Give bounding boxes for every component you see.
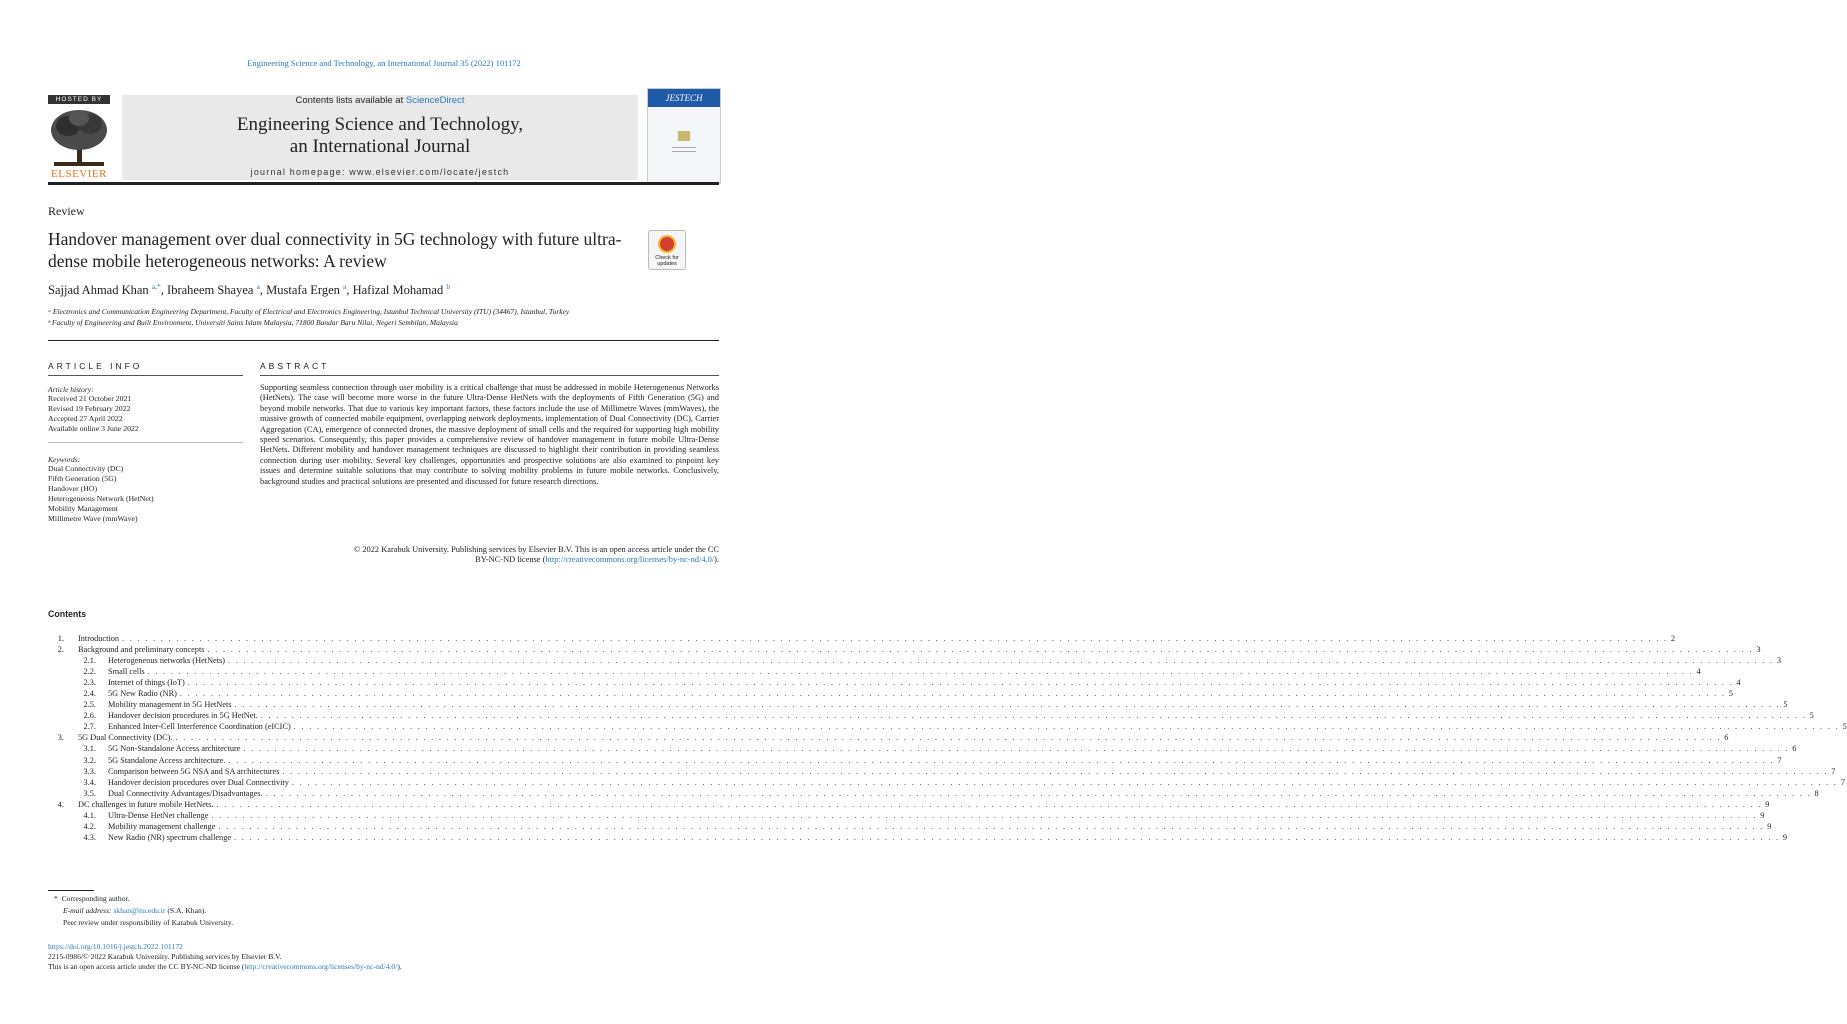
license-suffix: ). [714, 555, 719, 565]
toc-entry-title: New Radio (NR) spectrum challenge [108, 832, 232, 842]
toc-page-number: 6 [1792, 744, 1797, 754]
toc-entry[interactable] [48, 755, 1782, 766]
article-history [48, 385, 243, 434]
toc-page-number: 9 [1782, 832, 1788, 842]
toc-entry-number: 3.3. [83, 766, 96, 776]
journal-cover-thumbnail[interactable] [647, 88, 721, 184]
toc-entry-number: 4.1. [83, 810, 96, 820]
toc-entry-body [108, 810, 1765, 821]
keyword-item: Mobility Management [48, 504, 118, 513]
toc-page-number: 3 [1776, 656, 1782, 666]
toc-page-number: 5 [1809, 711, 1814, 721]
email-link[interactable]: skhan@itu.edu.tr [113, 906, 166, 915]
author-affiliation-marker[interactable]: a [256, 282, 260, 291]
toc-entry[interactable] [48, 821, 1772, 832]
toc-leader-dots: . . . . . . . . . . . . . . . . . . . . . . . . . . . . . . . . . . . . . . . . . . . . . . . . . . . . . . . . . . . . . . . . . . . . . . . . . . . . . . . . . . . . . . . . . . . . . . . . . . . . . . . . . . . . . . . . . . . . . . . . . . . . . . . . . . . . . . . . . . . . . . . . . . . . . . . . . . . . . . . . . . . . . . . . . . . . . . . . . . . . . . . . . . . . . . . . . . . . . . . . [234, 832, 1780, 842]
author-affiliation-marker[interactable]: a [343, 282, 347, 291]
sciencedirect-link[interactable]: ScienceDirect [405, 95, 465, 106]
toc-entry-body [108, 710, 1814, 721]
toc-entry-body [78, 633, 1675, 644]
toc-entry-title: Introduction [78, 634, 120, 643]
abstract-text: Supporting seamless connection through user mobility is a critical challenge that must be addressed in mobile Heterogeneous Networks (HetNets). The case will become more worse in the future Ultra-Dense HetNets with the deployments of Fifth Generation (5G) and beyond mobile networks. That due to various key important factors, these factors include the use of Millimetre Waves (mmWaves), the massive growth of connected mobile equipment, overlapping network deployments, implementation of Dual Connectivity (DC), Carrier Aggregation (CA), emergence of connected drones, the massive deployment of small cells and the required for supporting high mobility speed scenarios. Consequently, this paper provides a comprehensive review of handover management in future mobile Ultra-Dense HetNets. Different mobility and handover management techniques are discussed to highlight their contribution in providing seamless connection during user mobility. Several key challenges, opportunities and prospective solutions are also examined to pinpoint key issues and determine suitable solutions that may contribute to solving mobility problems in future mobile networks. Conclusively, background studies and practical solutions are presented and discussed for future research directions. [260, 383, 719, 486]
toc-leader-dots: . . . . . . . . . . . . . . . . . . . . . . . . . . . . . . . . . . . . . . . . . . . . . . . . . . . . . . . . . . . . . . . . . . . . . . . . . . . . . . . . . . . . . . . . . . . . . . . . . . . . . . . . . . . . . . . . . . . . . . . . . . . . . . . . . . . . . . . . . . . . . . . . . . . . . . . . . . . . . . . . . . . . . . . . . . . . . . . . . . . . . . . . . . . . . . . . . . . . . . . . [282, 766, 1829, 776]
toc-entry[interactable] [48, 766, 1836, 777]
author-name[interactable]: Ibraheem Shayea [167, 283, 254, 298]
toc-entry-title: Heterogeneous networks (HetNets) [108, 656, 226, 666]
toc-entry[interactable] [48, 788, 1819, 799]
check-updates-icon [658, 235, 676, 253]
author-name[interactable]: Hafizal Mohamad [352, 283, 444, 298]
journal-title-line2: an International Journal [289, 136, 471, 157]
toc-page-number: 9 [1760, 810, 1765, 820]
toc-entry-title: Handover decision procedures in 5G HetNet. [108, 711, 258, 721]
hosted-by-label: HOSTED BY [48, 95, 110, 104]
toc-entry-body [108, 766, 1836, 777]
toc-entry-title: 5G New Radio (NR) [108, 689, 177, 699]
toc-entry-title: Handover decision procedures over Dual Connectivity [108, 777, 289, 787]
toc-entry-body [108, 777, 1845, 788]
oa-prefix: This is an open access article under the CC BY-NC-ND license ( [48, 962, 245, 971]
contents-available [122, 95, 638, 106]
toc-leader-dots: . . . . . . . . . . . . . . . . . . . . . . . . . . . . . . . . . . . . . . . . . . . . . . . . . . . . . . . . . . . . . . . . . . . . . . . . . . . . . . . . . . . . . . . . . . . . . . . . . . . . . . . . . . . . . . . . . . . . . . . . . . . . . . . . . . . . . . . . . . . . . . . . . . . . . . . . . . . . . . . . . . . . . . . . . . . . . . . . . . . . . . . . . . . . . . . . . . . . . . . . [218, 821, 1765, 831]
toc-entry-number: 2.2. [83, 667, 96, 677]
toc-leader-dots: . . . . . . . . . . . . . . . . . . . . . . . . . . . . . . . . . . . . . . . . . . . . . . . . . . . . . . . . . . . . . . . . . . . . . . . . . . . . . . . . . . . . . . . . . . . . . . . . . . . . . . . . . . . . . . . . . . . . . . . . . . . . . . . . . . . . . . . . . . . . . . . . . . . . . . . . . . . . . . . . . . . . . . . . . . . . . . . . . . . . . . . . . . . . . . . . . . . . . . . . [122, 634, 1668, 643]
journal-title-line1: Engineering Science and Technology, [236, 114, 524, 135]
corresponding-author-note [48, 894, 130, 904]
toc-page-number: 4 [1736, 678, 1741, 688]
check-updates-label: Check for updates [655, 255, 679, 267]
toc-entry-title: 5G Standalone Access architecture. [108, 755, 226, 765]
toc-entry-title: Ultra-Dense HetNet challenge [108, 810, 209, 820]
footer-block [48, 942, 402, 972]
toc-page-number: 7 [1831, 766, 1836, 776]
author-name[interactable]: Sajjad Ahmad Khan [48, 283, 149, 298]
homepage-prefix: journal homepage: [250, 167, 350, 177]
footnote-rule [48, 890, 94, 891]
toc-entry-title: 5G Non-Standalone Access architecture [108, 744, 241, 754]
toc-leader-dots: . . . . . . . . . . . . . . . . . . . . . . . . . . . . . . . . . . . . . . . . . . . . . . . . . . . . . . . . . . . . . . . . . . . . . . . . . . . . . . . . . . . . . . . . . . . . . . . . . . . . . . . . . . . . . . . . . . . . . . . . . . . . . . . . . . . . . . . . . . . . . . . . . . . . . . . . . . . . . . . . . . . . . . . . . . . . . . . . . . . . . . . . . . . . . . . . . . . . . . . . [147, 667, 1694, 677]
header-rule [48, 182, 719, 185]
toc-page-number: 6 [1724, 733, 1729, 743]
toc-page-number: 9 [1765, 799, 1770, 809]
toc-leader-dots: . . . . . . . . . . . . . . . . . . . . . . . . . . . . . . . . . . . . . . . . . . . . . . . . . . . . . . . . . . . . . . . . . . . . . . . . . . . . . . . . . . . . . . . . . . . . . . . . . . . . . . . . . . . . . . . . . . . . . . . . . . . . . . . . . . . . . . . . . . . . . . . . . . . . . . . . . . . . . . . . . . . . . . . . . . . . . . . . . . . . . . . . . . . . . . . . . . . . . . . . [291, 777, 1838, 787]
toc-entry-title: Background and preliminary concepts [78, 645, 205, 655]
history-accepted: Accepted 27 April 2022 [48, 414, 123, 423]
toc-entry-body [108, 788, 1819, 799]
toc-page-number: 3 [1756, 645, 1761, 655]
abstract-copyright [260, 545, 719, 566]
journal-reference[interactable]: Engineering Science and Technology, an International Journal 35 (2022) 101172 [247, 58, 521, 68]
toc-entry-title: Small cells [108, 667, 145, 677]
oa-license-link[interactable]: http://creativecommons.org/licenses/by-nc-nd/4.0/ [244, 962, 398, 971]
toc-entry[interactable] [48, 688, 1733, 699]
article-type: Review [48, 204, 85, 218]
author-separator: , [346, 283, 353, 298]
toc-entry-number: 2.7. [83, 722, 96, 732]
toc-page-number: 8 [1814, 788, 1819, 798]
toc-leader-dots: . . . . . . . . . . . . . . . . . . . . . . . . . . . . . . . . . . . . . . . . . . . . . . . . . . . . . . . . . . . . . . . . . . . . . . . . . . . . . . . . . . . . . . . . . . . . . . . . . . . . . . . . . . . . . . . . . . . . . . . . . . . . . . . . . . . . . . . . . . . . . . . . . . . . . . . . . . . . . . . . . . . . . . . . . . . . . . . . . . . . . . . . . . . . . . . . . . . . . . . . [260, 711, 1807, 721]
toc-entry-number: 3.4. [83, 777, 96, 787]
article-title: Handover management over dual connectivity in 5G technology with future ultra-dense mobile heterogeneous networks: A review [48, 229, 622, 271]
issn-line: 2215-0986/© 2022 Karabuk University. Publishing services by Elsevier B.V. [48, 952, 282, 961]
toc-page-number: 9 [1767, 821, 1772, 831]
toc-entry-number: 1. [57, 634, 64, 643]
toc-entry[interactable] [48, 810, 1765, 821]
email-suffix: (S.A. Khan). [165, 906, 207, 915]
license-link[interactable]: http://creativecommons.org/licenses/by-nc-nd/4.0/ [545, 555, 715, 565]
toc-entry-title: Enhanced Inter-Cell Interference Coordination (eICIC) [108, 722, 291, 732]
toc-entry-number: 2. [57, 645, 64, 655]
toc-entry[interactable] [48, 721, 1847, 732]
toc-entry[interactable] [48, 799, 1770, 810]
toc-page-number: 4 [1696, 667, 1701, 677]
toc-entry[interactable] [48, 732, 1729, 743]
toc-leader-dots: . . . . . . . . . . . . . . . . . . . . . . . . . . . . . . . . . . . . . . . . . . . . . . . . . . . . . . . . . . . . . . . . . . . . . . . . . . . . . . . . . . . . . . . . . . . . . . . . . . . . . . . . . . . . . . . . . . . . . . . . . . . . . . . . . . . . . . . . . . . . . . . . . . . . . . . . . . . . . . . . . . . . . . . . . . . . . . . . . . . . . . . . . . . . . . . . . . . . . . . . [243, 744, 1790, 754]
affiliation-b: ᵇ Faculty of Engineering and Built Environment, Universiti Sains Islam Malaysia, 71800 Bandar Baru Nilai, Negeri Sembilan, Malaysia [48, 318, 458, 327]
toc-entry-title: Internet of things (IoT) [108, 678, 185, 688]
toc-entry[interactable] [48, 677, 1741, 688]
open-access-line [48, 962, 402, 972]
elsevier-logo-text: ELSEVIER [51, 168, 107, 180]
toc-entry-title: DC challenges in future mobile HetNets. [78, 799, 214, 809]
history-label: Article history: [48, 385, 94, 394]
history-revised: Revised 19 February 2022 [48, 404, 131, 413]
peer-review-note: Peer review under responsibility of Karabuk University. [63, 918, 234, 927]
toc-entry[interactable] [48, 710, 1814, 721]
toc-entry[interactable] [48, 655, 1782, 666]
keyword-item: Heterogeneous Network (HetNet) [48, 494, 154, 503]
journal-title [122, 114, 638, 158]
toc-entry-number: 2.1. [83, 656, 96, 666]
toc-leader-dots: . . . . . . . . . . . . . . . . . . . . . . . . . . . . . . . . . . . . . . . . . . . . . . . . . . . . . . . . . . . . . . . . . . . . . . . . . . . . . . . . . . . . . . . . . . . . . . . . . . . . . . . . . . . . . . . . . . . . . . . . . . . . . . . . . . . . . . . . . . . . . . . . . . . . . . . . . . . . . . . . . . . . . . . . . . . . . . . . . . . . . . . . . . . . . . . . . . . . . . . . [207, 645, 1754, 655]
toc-page-number: 5 [1842, 722, 1847, 732]
homepage-link[interactable]: www.elsevier.com/locate/jestch [349, 167, 510, 177]
toc-entry-body [108, 721, 1847, 732]
toc-leader-dots: . . . . . . . . . . . . . . . . . . . . . . . . . . . . . . . . . . . . . . . . . . . . . . . . . . . . . . . . . . . . . . . . . . . . . . . . . . . . . . . . . . . . . . . . . . . . . . . . . . . . . . . . . . . . . . . . . . . . . . . . . . . . . . . . . . . . . . . . . . . . . . . . . . . . . . . . . . . . . . . . . . . . . . . . . . . . . . . . . . . . . . . . . . . . . . . . . . . . . . . . [179, 689, 1726, 699]
affiliation-a: ᵃ Electronics and Communication Engineering Department, Faculty of Electrical and Electronics Engineering, Istanbul Technical University (ITU) (34467), Istanbul, Turkey [48, 307, 570, 316]
toc-entry[interactable] [48, 832, 1788, 843]
toc-page-number: 5 [1783, 700, 1788, 710]
toc-leader-dots: . . . . . . . . . . . . . . . . . . . . . . . . . . . . . . . . . . . . . . . . . . . . . . . . . . . . . . . . . . . . . . . . . . . . . . . . . . . . . . . . . . . . . . . . . . . . . . . . . . . . . . . . . . . . . . . . . . . . . . . . . . . . . . . . . . . . . . . . . . . . . . . . . . . . . . . . . . . . . . . . . . . . . . . . . . . . . . . . . . . . . . . . . . . . . . . . . . . . . . . . [216, 799, 1763, 809]
keyword-item: Millimetre Wave (mmWave) [48, 514, 138, 523]
copyright-line1: © 2022 Karabuk University. Publishing services by Elsevier B.V. This is an open access article under the CC [353, 545, 719, 554]
toc-page-number: 7 [1777, 755, 1782, 765]
keywords-rule [48, 442, 243, 443]
toc-entry-title: Mobility management in 5G HetNets [108, 700, 232, 710]
author-separator: , [160, 283, 168, 298]
author-affiliation-marker[interactable]: b [446, 282, 451, 291]
toc-entry-body [78, 732, 1729, 743]
check-for-updates-badge[interactable] [648, 230, 686, 270]
toc-entry-body [108, 832, 1788, 843]
author-name[interactable]: Mustafa Ergen [266, 283, 340, 298]
cover-emblem [678, 131, 690, 141]
toc-leader-dots: . . . . . . . . . . . . . . . . . . . . . . . . . . . . . . . . . . . . . . . . . . . . . . . . . . . . . . . . . . . . . . . . . . . . . . . . . . . . . . . . . . . . . . . . . . . . . . . . . . . . . . . . . . . . . . . . . . . . . . . . . . . . . . . . . . . . . . . . . . . . . . . . . . . . . . . . . . . . . . . . . . . . . . . . . . . . . . . . . . . . . . . . . . . . . . . . . . . . . . . . [228, 755, 1775, 765]
toc-entry-number: 3.2. [83, 755, 96, 765]
email-note [63, 906, 206, 916]
keywords-block [48, 455, 243, 524]
toc-entry-title: Comparison between 5G NSA and SA architectures [108, 766, 280, 776]
toc-leader-dots: . . . . . . . . . . . . . . . . . . . . . . . . . . . . . . . . . . . . . . . . . . . . . . . . . . . . . . . . . . . . . . . . . . . . . . . . . . . . . . . . . . . . . . . . . . . . . . . . . . . . . . . . . . . . . . . . . . . . . . . . . . . . . . . . . . . . . . . . . . . . . . . . . . . . . . . . . . . . . . . . . . . . . . . . . . . . . . . . . . . . . . . . . . . . . . . . . . . . . . . . [265, 788, 1812, 798]
toc-leader-dots: . . . . . . . . . . . . . . . . . . . . . . . . . . . . . . . . . . . . . . . . . . . . . . . . . . . . . . . . . . . . . . . . . . . . . . . . . . . . . . . . . . . . . . . . . . . . . . . . . . . . . . . . . . . . . . . . . . . . . . . . . . . . . . . . . . . . . . . . . . . . . . . . . . . . . . . . . . . . . . . . . . . . . . . . . . . . . . . . . . . . . . . . . . . . . . . . . . . . . . . . [293, 722, 1840, 732]
article-info-rule [48, 375, 243, 376]
toc-entry-number: 2.6. [83, 711, 96, 721]
toc-page-number: 2 [1670, 634, 1675, 643]
toc-entry[interactable] [48, 633, 1675, 644]
doi-link[interactable]: https://doi.org/10.1016/j.jestch.2022.101172 [48, 942, 183, 951]
toc-entry[interactable] [48, 666, 1701, 677]
section-rule [48, 340, 719, 341]
toc-entry-number: 2.4. [83, 689, 96, 699]
toc-entry-body [108, 666, 1701, 677]
toc-entry-number: 4.3. [83, 832, 96, 842]
abstract-heading: ABSTRACT [260, 361, 330, 371]
toc-entry[interactable] [48, 743, 1797, 754]
author-affiliation-marker[interactable]: a,* [151, 282, 161, 291]
toc-entry-body [78, 644, 1761, 655]
toc-entry[interactable] [48, 644, 1761, 655]
toc-leader-dots: . . . . . . . . . . . . . . . . . . . . . . . . . . . . . . . . . . . . . . . . . . . . . . . . . . . . . . . . . . . . . . . . . . . . . . . . . . . . . . . . . . . . . . . . . . . . . . . . . . . . . . . . . . . . . . . . . . . . . . . . . . . . . . . . . . . . . . . . . . . . . . . . . . . . . . . . . . . . . . . . . . . . . . . . . . . . . . . . . . . . . . . . . . . . . . . . . . . . . . . . [228, 656, 1774, 666]
email-label: E-mail address: [63, 906, 114, 915]
cover-line [672, 147, 696, 148]
toc-entry-number: 4.2. [83, 821, 96, 831]
toc-entry-body [108, 743, 1797, 754]
abstract-rule [260, 375, 719, 376]
toc-entry-body [108, 755, 1782, 766]
toc-entry-body [78, 799, 1770, 810]
cover-line [672, 151, 696, 152]
author-separator: , [259, 283, 267, 298]
copyright-line2 [260, 555, 719, 565]
toc-page-number: 5 [1728, 689, 1733, 699]
toc-entry-title: Dual Connectivity Advantages/Disadvantages. [108, 788, 263, 798]
corresponding-marker: * [54, 894, 58, 903]
elsevier-tree-logo [48, 106, 110, 168]
keyword-item: Dual Connectivity (DC) [48, 464, 124, 473]
toc-entry-title: Mobility management challenge [108, 821, 216, 831]
keyword-item: Handover (HO) [48, 484, 98, 493]
oa-suffix: ). [397, 962, 402, 971]
cover-title: JESTECH [648, 89, 720, 107]
toc-leader-dots: . . . . . . . . . . . . . . . . . . . . . . . . . . . . . . . . . . . . . . . . . . . . . . . . . . . . . . . . . . . . . . . . . . . . . . . . . . . . . . . . . . . . . . . . . . . . . . . . . . . . . . . . . . . . . . . . . . . . . . . . . . . . . . . . . . . . . . . . . . . . . . . . . . . . . . . . . . . . . . . . . . . . . . . . . . . . . . . . . . . . . . . . . . . . . . . . . . . . . . . . [211, 810, 1758, 820]
toc-entry-number: 3.5. [83, 788, 96, 798]
history-received: Received 21 October 2021 [48, 394, 132, 403]
table-of-contents [48, 633, 1847, 843]
author-list [48, 282, 450, 298]
toc-entry-number: 3.1. [83, 744, 96, 754]
toc-entry-body [108, 821, 1772, 832]
toc-entry-number: 3. [57, 733, 64, 743]
toc-entry-number: 2.5. [83, 700, 96, 710]
toc-leader-dots: . . . . . . . . . . . . . . . . . . . . . . . . . . . . . . . . . . . . . . . . . . . . . . . . . . . . . . . . . . . . . . . . . . . . . . . . . . . . . . . . . . . . . . . . . . . . . . . . . . . . . . . . . . . . . . . . . . . . . . . . . . . . . . . . . . . . . . . . . . . . . . . . . . . . . . . . . . . . . . . . . . . . . . . . . . . . . . . . . . . . . . . . . . . . . . . . . . . . . . . . [187, 678, 1734, 688]
article-info-heading: ARTICLE INFO [48, 361, 143, 371]
journal-homepage [122, 167, 638, 177]
toc-entry[interactable] [48, 699, 1788, 710]
toc-entry[interactable] [48, 777, 1845, 788]
toc-entry-number: 4. [57, 799, 64, 809]
toc-entry-body [108, 677, 1741, 688]
contents-prefix: Contents lists available at [295, 95, 406, 106]
corresponding-text: Corresponding author. [61, 894, 130, 903]
toc-entry-body [108, 688, 1733, 699]
toc-entry-body [108, 699, 1788, 710]
license-prefix: BY-NC-ND license ( [475, 555, 546, 565]
toc-leader-dots: . . . . . . . . . . . . . . . . . . . . . . . . . . . . . . . . . . . . . . . . . . . . . . . . . . . . . . . . . . . . . . . . . . . . . . . . . . . . . . . . . . . . . . . . . . . . . . . . . . . . . . . . . . . . . . . . . . . . . . . . . . . . . . . . . . . . . . . . . . . . . . . . . . . . . . . . . . . . . . . . . . . . . . . . . . . . . . . . . . . . . . . . . . . . . . . . . . . . . . . . [175, 733, 1722, 743]
keywords-label: Keywords: [48, 455, 81, 464]
toc-entry-title: 5G Dual Connectivity (DC). [78, 733, 173, 743]
toc-entry-body [108, 655, 1782, 666]
toc-entry-number: 2.3. [83, 678, 96, 688]
toc-leader-dots: . . . . . . . . . . . . . . . . . . . . . . . . . . . . . . . . . . . . . . . . . . . . . . . . . . . . . . . . . . . . . . . . . . . . . . . . . . . . . . . . . . . . . . . . . . . . . . . . . . . . . . . . . . . . . . . . . . . . . . . . . . . . . . . . . . . . . . . . . . . . . . . . . . . . . . . . . . . . . . . . . . . . . . . . . . . . . . . . . . . . . . . . . . . . . . . . . . . . . . . . [234, 700, 1781, 710]
contents-heading: Contents [48, 609, 87, 619]
keyword-item: Fifth Generation (5G) [48, 474, 117, 483]
history-online: Available online 3 June 2022 [48, 424, 139, 433]
toc-page-number: 7 [1840, 777, 1845, 787]
